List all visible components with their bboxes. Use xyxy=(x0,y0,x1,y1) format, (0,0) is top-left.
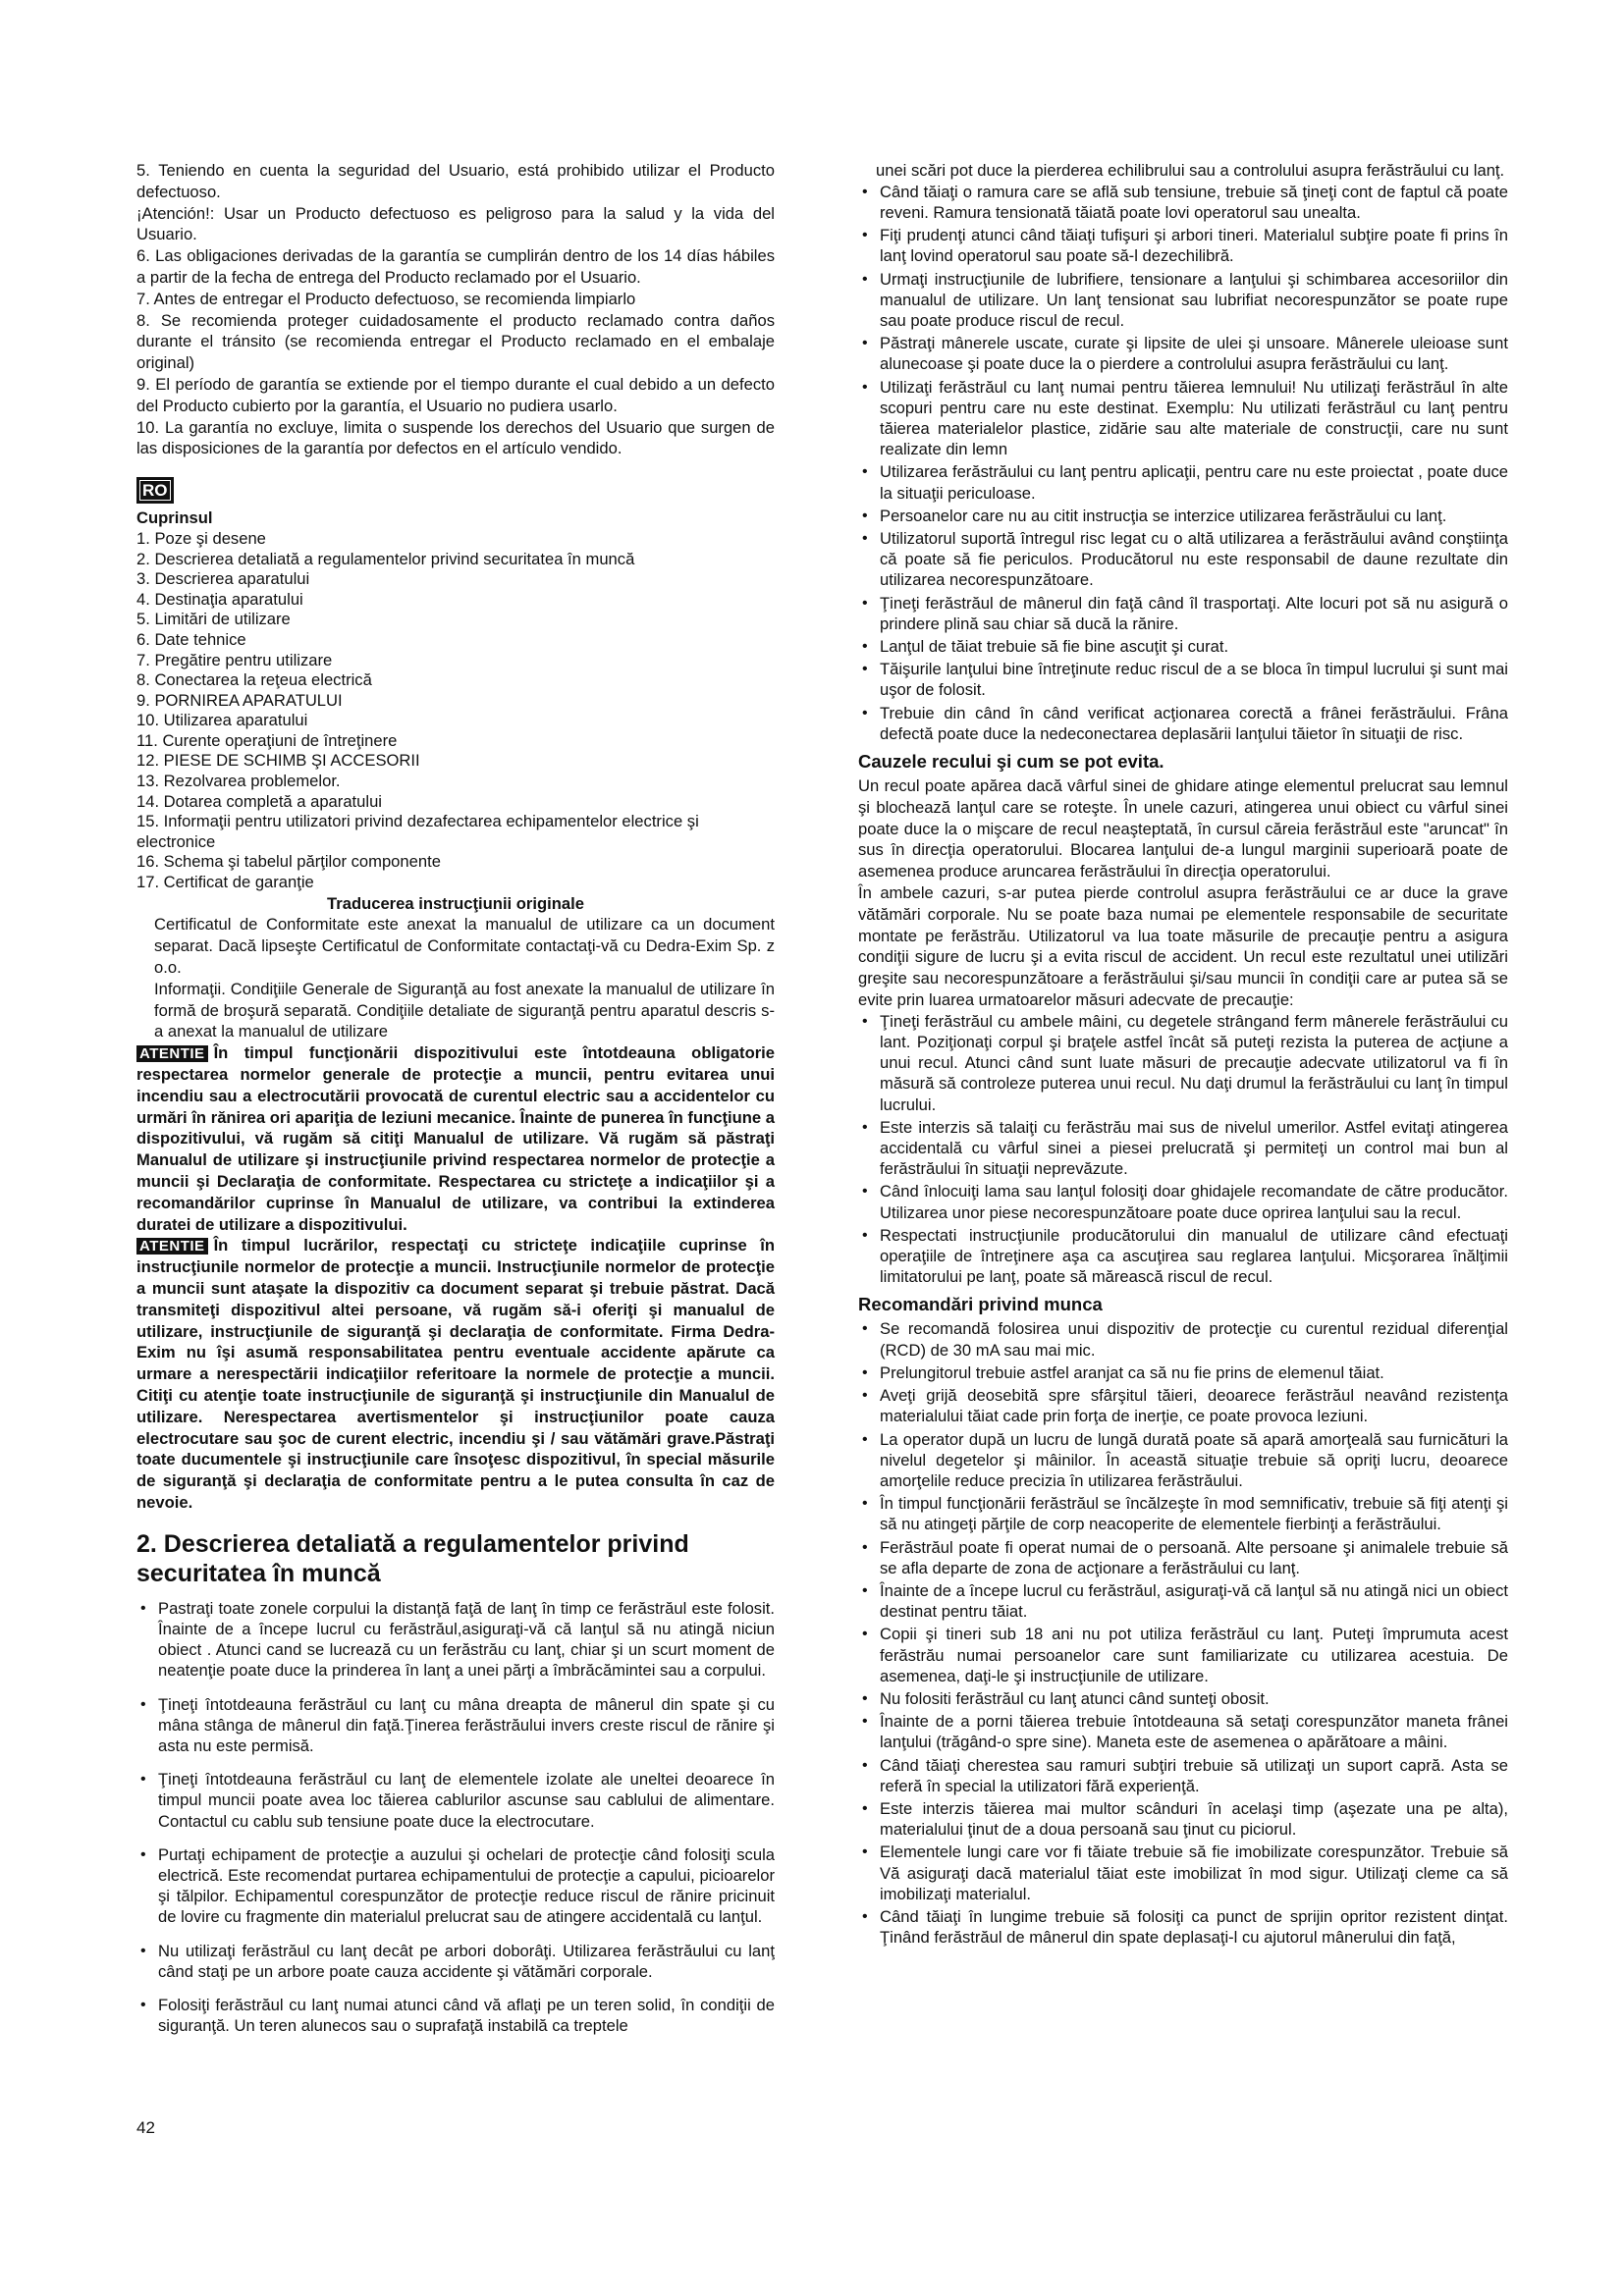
list-item: • Când tăiaţi în lungime trebuie să folosiţi ca punct de sprijin opritor rezistent dinţat. Ţinând ferăstrăul de mânerul din spate deplasaţi-l cu ajutorul mânerului din faţă, xyxy=(858,1906,1508,1948)
kickback-paragraph: Un recul poate apărea dacă vârful sinei de ghidare atinge elementul prelucrat sau lemnul şi blochează lanţul care se roteşte. În unele cazuri, atingerea unui obiect cu vârful sinei poate duce la o mişcare de recul neaşteptată, în cursul căreia ferăstrăul este "aruncat" în sus în direcţia operatorului. Blocarea lanţului de-a lungul marginii superioară poate de asemenea produce aruncarea ferăstrăului în direcţia operatorului. xyxy=(858,776,1508,881)
work-recommendations-heading: Recomandări privind munca xyxy=(858,1294,1103,1315)
list-item: • Ţineţi ferăstrăul de mânerul din faţă când îl trasportaţi. Alte locuri pot să nu asigură o prindere plină sau chiar să ducă la rănire. xyxy=(858,593,1508,634)
list-item: • Copii şi tineri sub 18 ani nu pot utiliza ferăstrăul cu lanţ. Puteţi împrumuta acest ferăstrău numai persoanelor care sunt familiarizate cu utilizarea acestuia. De asemenea, daţi-le şi instrucţiunile de utilizare. xyxy=(858,1624,1508,1686)
list-item: • Înainte de a începe lucrul cu ferăstrăul, asiguraţi-vă că lanţul să nu atingă nici un obiect destinat pentru tăiat. xyxy=(858,1580,1508,1622)
list-item: • Utilizaţi ferăstrăul cu lanţ numai pentru tăierea lemnului! Nu utilizaţi ferăstrăul în alte scopuri pentru care nu este destinat. Exemplu: Nu utilizati ferăstrăul cu lanţ pentru tăierea materialelor plastice, zidărie sau alte materiale de construcţii, care nu sunt realizate din lemn xyxy=(858,377,1508,460)
list-item: • Este interzis tăierea mai multor scânduri în acelaşi timp (aşezate una pe alta), materialului ţinut de a doua persoană sau ţinut cu piciorul. xyxy=(858,1798,1508,1840)
toc-item: 1. Poze şi desene xyxy=(136,528,266,548)
safety-info-note: Informaţii. Condiţiile Generale de Siguranţă au fost anexate la manualul de utilizare în formă de broşură separată. Condiţiile detaliate de siguranţă pentru aparatul descris s-a anexat la manualul de utilizare xyxy=(154,979,775,1041)
list-item: • Persoanelor care nu au citit instrucţia se interzice utilizarea ferăstrăului cu lanţ. xyxy=(858,506,1508,526)
page-number: 42 xyxy=(136,2118,155,2137)
list-item: • Elementele lungi care vor fi tăiate trebuie să fie imobilizate corespunzător. Trebuie să Vă asiguraţi dacă materialul tăiat este imobilizat în mod sigur. Utilizaţi cleme ca să imobilizaţi materialul. xyxy=(858,1842,1508,1904)
es-paragraph: 10. La garantía no excluye, limita o suspende los derechos del Usuario que surgen de las disposiciones de la garantía por defectos en el artículo vendido. xyxy=(136,417,775,458)
list-item: • Tăişurile lanţului bine întreţinute reduc riscul de a se bloca în timpul lucrului şi sunt mai uşor de folosit. xyxy=(858,659,1508,700)
list-item: • Ţineţi întotdeauna ferăstrăul cu lanţ de elementele izolate ale uneltei deoarece în timpul muncii poate avea loc tăierea cablurilor ascunse sau cablului de alimentare. Contactul cu cablu sub tensiune poate duce la electrocutare. xyxy=(136,1769,775,1832)
list-item: • Lanţul de tăiat trebuie să fie bine ascuţit şi curat. xyxy=(858,636,1508,657)
list-item: • Folosiţi ferăstrăul cu lanţ numai atunci când vă aflaţi pe un teren solid, în condiţii de siguranţă. Un teren alunecos sau o suprafaţă instabilă ca treptele xyxy=(136,1995,775,2036)
atentie-block-2 xyxy=(136,1235,775,1513)
list-item: • Păstraţi mânerele uscate, curate şi lipsite de ulei şi unsoare. Mânerele uleioase sunt alunecoase şi poate duce la o pierdere a controlului asupra ferăstrăului cu lanţ. xyxy=(858,333,1508,374)
list-item: • Purtaţi echipament de protecţie a auzului şi ochelari de protecţie când folosiţi scula electrică. Este recomendat purtarea echipamentului de protecţie a capului, picioarelor şi tălpilor. Echipamentul corespunzător de protecţie reduce riscul de rănire pricinuit de lovire cu fragmente din materialul prelucrat sau de atingere accidentală cu lanţul. xyxy=(136,1844,775,1928)
list-item: • Fiţi prudenţi atunci când tăiaţi tufişuri şi arbori tineri. Materialul subţire poate fi prins în lanţ lovind operatorul sau poate să-l dezechilibră. xyxy=(858,225,1508,266)
list-item: • La operator după un lucru de lungă durată poate să apară amorţeală sau furnicături la nivelul degetelor şi mâinilor. În această situaţie trebuie să opriţi lucru, deoarece amorţelile reduce precizia în utilizarea ferăstrăului. xyxy=(858,1429,1508,1492)
es-paragraph: ¡Atención!: Usar un Producto defectuoso es peligroso para la salud y la vida del Usuario. xyxy=(136,203,775,244)
right-column xyxy=(858,160,1508,1949)
list-item: • Se recomandă folosirea unui dispozitiv de protecţie cu curentul rezidual diferenţial (RCD) de 30 mA sau mai mic. xyxy=(858,1318,1508,1360)
toc-item: 4. Destinaţia aparatului xyxy=(136,589,303,609)
list-item: • Ţineţi întotdeauna ferăstrăul cu lanţ cu mâna dreapta de mânerul din spate şi cu mâna stânga de mânerul din faţă.Ţinerea ferăstrăului invers creste riscul de rănire şi asta nu este permisă. xyxy=(136,1694,775,1757)
toc-item: 12. PIESE DE SCHIMB ŞI ACCESORII xyxy=(136,751,420,771)
list-item: • Ferăstrăul poate fi operat numai de o persoană. Alte persoane şi animalele trebuie să se afla departe de zona de acţionare a ferăstrăului cu lanţ. xyxy=(858,1537,1508,1578)
es-paragraph: 7. Antes de entregar el Producto defectuoso, se recomienda limpiarlo xyxy=(136,289,636,308)
kickback-bullet-list xyxy=(858,1011,1508,1288)
toc-item: 7. Pregătire pentru utilizare xyxy=(136,650,333,669)
left-column xyxy=(136,160,775,2049)
list-item: • Înainte de a porni tăierea trebuie întotdeauna să setaţi corespunzător maneta frânei lanţului (trăgând-o spre sine). Maneta este de asemenea o apărătoare a mâini. xyxy=(858,1711,1508,1752)
table-of-contents xyxy=(136,529,775,893)
list-item: • Este interzis să talaiţi cu ferăstrău mai sus de nivelul umerilor. Astfel evitaţi atingerea accidentală cu vârful sinei a piesei prelucrată şi permiteţi un control mai bun al ferăstrăului în situaţii neprevăzute. xyxy=(858,1117,1508,1180)
atentie-text: În timpul lucrărilor, respectaţi cu stricteţe indicaţiile cuprinse în instrucţiunile normelor de protecţie a muncii. Instrucţiunile normelor de protecţie a muncii sunt ataşate la dispozitiv ca document separat şi trebuie păstrat. Dacă transmiteţi dispozitivul altei persoane, vă rugăm să-i oferiţi şi manualul de utilizare, instrucţiunile de siguranţă şi declaraţia de conformitate. Firma Dedra-Exim nu îşi asumă responsabilitatea pentru eventuale accidente apărute ca urmare a nerespectării indicaţiilor referitoare la normele de protecţie a muncii. Citiţi cu atenţie toate instrucţiunile de siguranţă şi instrucţiunile din Manualul de utilizare. Nerespectarea avertismentelor şi instrucţiunilor poate cauza electrocutare sau şoc de curent electric, incendiu şi / sau vătămări grave.Păstraţi toate ducumentele şi instrucţiunile care însoţesc dispozitivul, în special măsurile de siguranţă şi declaraţia de conformitate pentru a le putea consulta în caz de nevoie. xyxy=(136,1236,775,1512)
section-heading: 2. Descrierea detaliată a regulamentelor privind securitatea în muncă xyxy=(136,1529,689,1587)
language-badge-ro: RO xyxy=(136,477,174,504)
toc-item: 2. Descrierea detaliată a regulamentelor privind securitatea în muncă xyxy=(136,549,635,568)
list-item: • Pastraţi toate zonele corpului la distanţă faţă de lanţ în timp ce ferăstrăul este folosit. Înainte de a începe lucrul cu ferăstrăul,asiguraţi-vă că lanţul să nu atingă niciun obiect . Atunci cand se lucrează cu un ferăstrău cu lanţ, chiar şi un scurt moment de neatenţie poate duce la prinderea în lanţ a unei părţi a îmbrăcămintei sau a corpului. xyxy=(136,1598,775,1682)
es-paragraph: 5. Teniendo en cuenta la seguridad del Usuario, está prohibido utilizar el Producto defectuoso. xyxy=(136,161,775,201)
list-item: • Trebuie din când în când verificat acţionarea corectă a frânei ferăstrăului. Frâna defectă poate duce la nedeconectarea deplasării lanţului tăietor în situaţii de risc. xyxy=(858,703,1508,744)
list-item: • Când tăiaţi cherestea sau ramuri subţiri trebuie să utilizaţi un suport capră. Asta se referă în special la utilizatori fără experienţă. xyxy=(858,1755,1508,1796)
list-item: • Prelungitorul trebuie astfel aranjat ca să nu fie prins de elemenul tăiat. xyxy=(858,1362,1508,1383)
kickback-paragraph: În ambele cazuri, s-ar putea pierde controlul asupra ferăstrăului ce ar duce la grave vătămări corporale. Nu se poate baza numai pe elementele responsabile de securitate montate pe ferăstrău. Utilizatorul va lua toate măsurile de precauţie pentru a asigura condiţii sigure de lucru şi a evita riscul de accident. Un recul este rezultatul unei utilizări greşite sau necorespunzătoare a ferăstrăului şi/sau muncii în condiţii care ar putea să se evite prin luarea urmatoarelor măsuri adecvate de precauţie: xyxy=(858,883,1508,1010)
list-item: • Când tăiaţi o ramura care se află sub tensiune, trebuie să ţineţi cont de faptul că poate reveni. Ramura tensionată tăiată poate lovi operatorul sau unealta. xyxy=(858,182,1508,223)
list-item: • Ţineţi ferăstrăul cu ambele mâini, cu degetele strângand ferm mânerele ferăstrăului cu lant. Poziţionaţi corpul şi braţele astfel încât să puteţi rezista la puterea de acţiune a unui recul. Atunci când sunt luate măsuri de precauţie adecvate utilizatorul va fi în măsură să controleze puterea unui recul. Nu daţi drumul la ferăstrăului cu lanţ în timpul lucrului. xyxy=(858,1011,1508,1115)
atentie-block-1 xyxy=(136,1042,775,1235)
safety-bullet-list xyxy=(136,1598,775,2037)
toc-item: 13. Rezolvarea problemelor. xyxy=(136,772,341,791)
toc-item: 14. Dotarea completă a aparatului xyxy=(136,791,382,811)
toc-item: 6. Date tehnice xyxy=(136,629,246,649)
toc-item: 10. Utilizarea aparatului xyxy=(136,711,308,730)
list-item: • Respectati instrucţiunile producătorului din manualul de utilizare când efectuaţi operaţiile de întreţinere aşa ca ascuţirea sau reglarea lanţului. Micşorarea înălţimii limitatorului pe lanţ, poate să mărească riscul de recul. xyxy=(858,1225,1508,1288)
list-item: • Utilizarea ferăstrăului cu lanţ pentru aplicaţii, pentru care nu este proiectat , poate duce la situaţii periculoase. xyxy=(858,461,1508,503)
toc-item: 11. Curente operaţiuni de întreţinere xyxy=(136,730,398,750)
toc-item: 5. Limitări de utilizare xyxy=(136,610,291,629)
continuation-text: unei scări pot duce la pierderea echilibrului sau a controlului asupra ferăstrăului cu lanţ. xyxy=(876,161,1505,180)
atentie-text: În timpul funcţionării dispozitivului este întotdeauna obligatorie respectarea normelor generale de protecţie a muncii, pentru evitarea unui incendiu sau a electrocutării provocată de curentul electric sau a accidentelor cu urmări în rănirea ori apariţia de leziuni mecanice. Înainte de punerea în funcţiune a dispozitivului, vă rugăm să citiţi Manualul de utilizare. Vă rugăm să păstraţi Manualul de utilizare şi instrucţiunile privind respectarea normelor de protecţie a muncii şi Declaraţia de conformitate. Respectarea cu stricteţe a indicaţiilor şi a recomandărilor cuprinse în Manualul de utilizare, va contribui la extinderea duratei de utilizare a dispozitivului. xyxy=(136,1043,775,1234)
list-item: • Când înlocuiţi lama sau lanţul folosiţi doar ghidajele recomandate de către producător. Utilizarea unor piese necorespunzătoare poate duce oprirea lanţului sau la recul. xyxy=(858,1181,1508,1222)
list-item: • În timpul funcţionării ferăstrăul se încălzeşte în mod semnificativ, trebuie să fiţi atenţi şi să nu atingeţi părţile de corp neacoperite de elementele fierbinţi a ferăstrăului. xyxy=(858,1493,1508,1534)
toc-title: Cuprinsul xyxy=(136,508,213,528)
list-item: • Urmaţi instrucţiunile de lubrifiere, tensionare a lanţului şi schimbarea accesoriilor din manualul de utilizare. Un lanţ tensionat sau lubrifiat necorespunzător se poate rupe sau poate produce riscul de recul. xyxy=(858,269,1508,332)
atentie-label: ATENTIE xyxy=(136,1045,208,1062)
es-paragraph: 9. El período de garantía se extiende por el tiempo durante el cual debido a un defecto del Producto cubierto por la garantía, el Usuario no pudiera usarlo. xyxy=(136,374,775,415)
safety-bullet-list xyxy=(858,182,1508,744)
atentie-label: ATENTIE xyxy=(136,1238,208,1255)
toc-item: 17. Certificat de garanţie xyxy=(136,873,314,892)
list-item: • Utilizatorul suportă întregul risc legat cu o altă utilizarea a ferăstrăului având conştiinţa că poate să fie periculos. Producătorul nu este responsabil de daune rezultate din utilizarea necorespunzătoare. xyxy=(858,528,1508,591)
toc-item: 16. Schema şi tabelul părţilor componente xyxy=(136,852,441,872)
conformity-note: Certificatul de Conformitate este anexat la manualul de utilizare ca un document separat. Dacă lipseşte Certificatul de Conformitate contactaţi-vă cu Dedra-Exim Sp. z o.o. xyxy=(154,915,775,978)
work-recommendations-list xyxy=(858,1318,1508,1948)
toc-item: 3. Descrierea aparatului xyxy=(136,569,310,589)
toc-item: 9. PORNIREA APARATULUI xyxy=(136,690,343,710)
toc-item: 15. Informaţii pentru utilizatori privind dezafectarea echipamentelor electrice şi electronice xyxy=(136,812,699,851)
toc-item: 8. Conectarea la reţeua electrică xyxy=(136,670,372,690)
list-item: • Nu utilizaţi ferăstrăul cu lanţ decât pe arbori doborâţi. Utilizarea ferăstrăului cu lanţ când staţi pe un arbore poate cauza accidente şi vătămări corporale. xyxy=(136,1941,775,1982)
es-paragraph: 8. Se recomienda proteger cuidadosamente el producto reclamado contra daños durante el tránsito (se recomienda entregar el Producto reclamado en el embalaje original) xyxy=(136,310,775,373)
kickback-heading: Cauzele recului şi cum se pot evita. xyxy=(858,751,1164,773)
list-item: • Nu folositi ferăstrăul cu lanţ atunci când sunteţi obosit. xyxy=(858,1688,1508,1709)
spanish-warranty-text xyxy=(136,160,775,459)
list-item: • Aveţi grijă deosebită spre sfârşitul tăieri, deoarece ferăstrăul neavând rezistenţa materialului tăiat cade prin forţa de inerţie, ce poate provoca leziuni. xyxy=(858,1385,1508,1426)
es-paragraph: 6. Las obligaciones derivadas de la garantía se cumplirán dentro de los 14 días hábiles a partir de la fecha de entrega del Producto reclamado por el Usuario. xyxy=(136,246,775,287)
translation-title: Traducerea instrucţiunii originale xyxy=(327,893,584,913)
